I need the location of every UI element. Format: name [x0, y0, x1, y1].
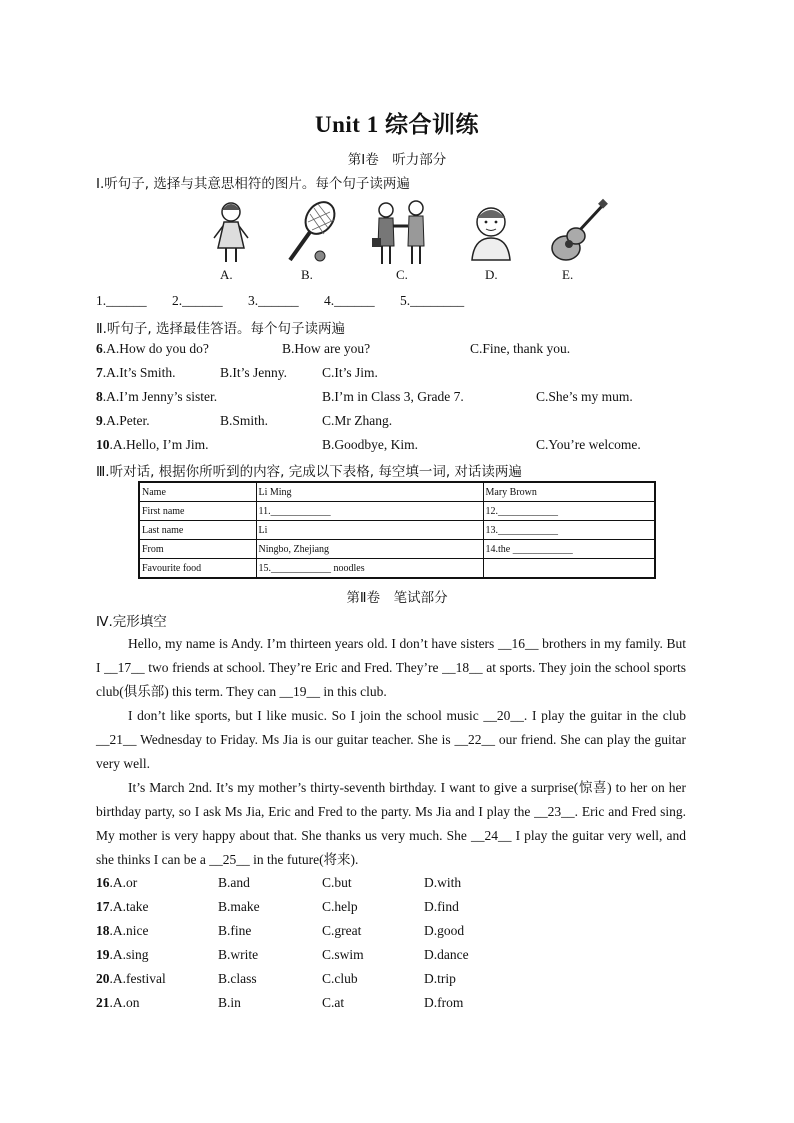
passage-paragraph-1: Hello, my name is Andy. I’m thirteen years old. I don’t have sisters __16__ brothers in my family. But I __17__ two friends at school. They’re Eric and Fred. They’re __18__ at sports. They join the school sports club(俱乐部) this term. They can __19__ in this club.: [96, 636, 686, 699]
option-text: D.dance: [424, 947, 469, 962]
option-text: D.with: [424, 875, 462, 890]
option-a[interactable]: [96, 947, 149, 963]
option-c[interactable]: [322, 875, 352, 891]
option-b[interactable]: B.I’m in Class 3, Grade 7.: [322, 389, 464, 404]
girl-icon: [196, 198, 266, 268]
question-number: 9: [96, 413, 103, 428]
option-b[interactable]: [218, 875, 250, 891]
table-row: [139, 482, 655, 502]
table-cell: From: [139, 540, 256, 559]
cloze-passage: [96, 632, 686, 872]
guitar-icon: [542, 198, 612, 268]
option-a[interactable]: .A.It’s Smith.: [102, 365, 176, 380]
handshake-icon: [366, 198, 436, 268]
option-c[interactable]: C.You’re welcome.: [536, 437, 641, 452]
passage-paragraph-3: It’s March 2nd. It’s my mother’s thirty-seventh birthday. I want to give a surprise(惊喜) to her on her birthday party, so I ask Ms Jia, Eric and Fred to the party. Ms Jia and I play the __23__. Eric and Fred sing. My mother is very happy about that. She thanks us very much. She __24__ I play the guitar very well, and she thinks I can be a __25__ in the future(将来).: [96, 780, 686, 867]
answer-blank-1[interactable]: 1.______: [96, 293, 147, 308]
info-table: [138, 481, 656, 579]
question-7: [96, 365, 176, 381]
option-text: C.help: [322, 899, 358, 914]
question-number: 16: [96, 875, 110, 890]
table-blank-13[interactable]: 13.____________: [483, 521, 655, 540]
option-a[interactable]: [96, 995, 140, 1011]
picture-label-d: D.: [485, 267, 498, 282]
option-text: .A.festival: [109, 971, 166, 986]
table-cell: Name: [139, 482, 256, 502]
option-c[interactable]: [322, 899, 358, 915]
option-c[interactable]: [322, 995, 344, 1011]
option-text: C.great: [322, 923, 362, 938]
option-a[interactable]: .A.Peter.: [102, 413, 150, 428]
table-cell: Favourite food: [139, 559, 256, 579]
option-d[interactable]: [424, 995, 463, 1011]
option-a[interactable]: [96, 875, 137, 891]
option-text: .A.on: [109, 995, 140, 1010]
picture-label-b: B.: [301, 267, 313, 282]
option-c[interactable]: C.Fine, thank you.: [470, 341, 571, 356]
table-cell: Li Ming: [256, 482, 483, 502]
table-cell: Li: [256, 521, 483, 540]
section3-heading: Ⅲ.听对话, 根据你所听到的内容, 完成以下表格, 每空填一词, 对话读两遍: [96, 464, 522, 480]
option-b[interactable]: B.It’s Jenny.: [220, 365, 287, 380]
option-text: .A.sing: [109, 947, 149, 962]
option-text: D.find: [424, 899, 459, 914]
table-cell: Ningbo, Zhejiang: [256, 540, 483, 559]
option-b[interactable]: [218, 899, 260, 915]
option-b[interactable]: B.Goodbye, Kim.: [322, 437, 418, 452]
page-title: Unit 1 综合训练: [315, 112, 479, 137]
option-a[interactable]: .A.Hello, I’m Jim.: [109, 437, 209, 452]
table-row: [139, 502, 655, 521]
option-text: B.write: [218, 947, 259, 962]
option-text: C.but: [322, 875, 352, 890]
option-text: B.fine: [218, 923, 252, 938]
option-text: C.club: [322, 971, 358, 986]
picture-label-a: A.: [220, 267, 233, 282]
passage-paragraph-2: I don’t like sports, but I like music. So I join the school music __20__. I play the guitar in the club __21__ Wednesday to Friday. Ms Jia is our guitar teacher. She is __22__ our friend. She can play the guitar very well.: [96, 708, 686, 771]
table-cell: Last name: [139, 521, 256, 540]
option-c[interactable]: [322, 923, 361, 939]
question-10: [96, 437, 209, 453]
option-a[interactable]: [96, 899, 148, 915]
table-row: [139, 559, 655, 579]
answer-blank-2[interactable]: 2.______: [172, 293, 223, 308]
option-a[interactable]: .A.How do you do?: [102, 341, 209, 356]
question-number: 21: [96, 995, 110, 1010]
table-row: [139, 521, 655, 540]
tennis-racket-icon: [278, 198, 348, 268]
option-text: B.in: [218, 995, 241, 1010]
question-number: 17: [96, 899, 110, 914]
option-b[interactable]: [218, 947, 258, 963]
table-cell: First name: [139, 502, 256, 521]
option-c[interactable]: C.She’s my mum.: [536, 389, 633, 404]
option-text: D.good: [424, 923, 465, 938]
option-d[interactable]: [424, 923, 464, 939]
question-number: 7: [96, 365, 103, 380]
option-c[interactable]: C.Mr Zhang.: [322, 413, 393, 428]
table-cell: [483, 559, 655, 579]
option-d[interactable]: [424, 947, 469, 963]
option-text: C.at: [322, 995, 345, 1010]
boy-icon: [456, 198, 526, 268]
option-b[interactable]: [218, 923, 251, 939]
option-text: B.make: [218, 899, 260, 914]
question-6: [96, 341, 209, 357]
option-text: D.from: [424, 995, 464, 1010]
question-number: 20: [96, 971, 110, 986]
table-cell: Mary Brown: [483, 482, 655, 502]
option-d[interactable]: [424, 899, 459, 915]
option-a[interactable]: [96, 923, 148, 939]
option-d[interactable]: [424, 971, 456, 987]
question-number: 10: [96, 437, 110, 452]
question-number: 6: [96, 341, 103, 356]
option-c[interactable]: C.It’s Jim.: [322, 365, 378, 380]
option-text: B.class: [218, 971, 257, 986]
table-blank-12[interactable]: 12.____________: [483, 502, 655, 521]
option-b[interactable]: B.How are you?: [282, 341, 371, 356]
option-text: D.trip: [424, 971, 456, 986]
section1-heading: Ⅰ.听句子, 选择与其意思相符的图片。每个句子读两遍: [96, 176, 410, 192]
question-8: [96, 389, 217, 405]
option-text: .A.or: [109, 875, 138, 890]
picture-label-c: C.: [396, 267, 408, 282]
option-d[interactable]: [424, 875, 461, 891]
question-number: 8: [96, 389, 103, 404]
option-b[interactable]: [218, 995, 241, 1011]
option-text: B.and: [218, 875, 250, 890]
option-text: .A.nice: [109, 923, 149, 938]
picture-label-e: E.: [562, 267, 574, 282]
section2-heading: Ⅱ.听句子, 选择最佳答语。每个句子读两遍: [96, 321, 346, 337]
option-b[interactable]: B.Smith.: [220, 413, 269, 428]
part2-header: 第Ⅱ卷 笔试部分: [346, 590, 448, 606]
part1-header: 第Ⅰ卷 听力部分: [347, 152, 447, 168]
question-number: 18: [96, 923, 110, 938]
table-row: [139, 540, 655, 559]
option-b[interactable]: [218, 971, 257, 987]
option-text: .A.take: [109, 899, 149, 914]
answer-blank-3[interactable]: 3.______: [248, 293, 299, 308]
option-text: C.swim: [322, 947, 364, 962]
question-number: 19: [96, 947, 110, 962]
table-blank-15[interactable]: 15.____________ noodles: [256, 559, 483, 579]
table-blank-14[interactable]: 14.the ____________: [483, 540, 655, 559]
section4-heading: Ⅳ.完形填空: [96, 614, 167, 630]
option-a[interactable]: [96, 971, 166, 987]
table-blank-11[interactable]: 11.____________: [256, 502, 483, 521]
question-9: [96, 413, 150, 429]
answer-blank-4[interactable]: 4.______: [324, 293, 375, 308]
option-a[interactable]: .A.I’m Jenny’s sister.: [102, 389, 218, 404]
answer-blank-5[interactable]: 5.________: [400, 293, 465, 308]
option-c[interactable]: [322, 971, 358, 987]
option-c[interactable]: [322, 947, 364, 963]
